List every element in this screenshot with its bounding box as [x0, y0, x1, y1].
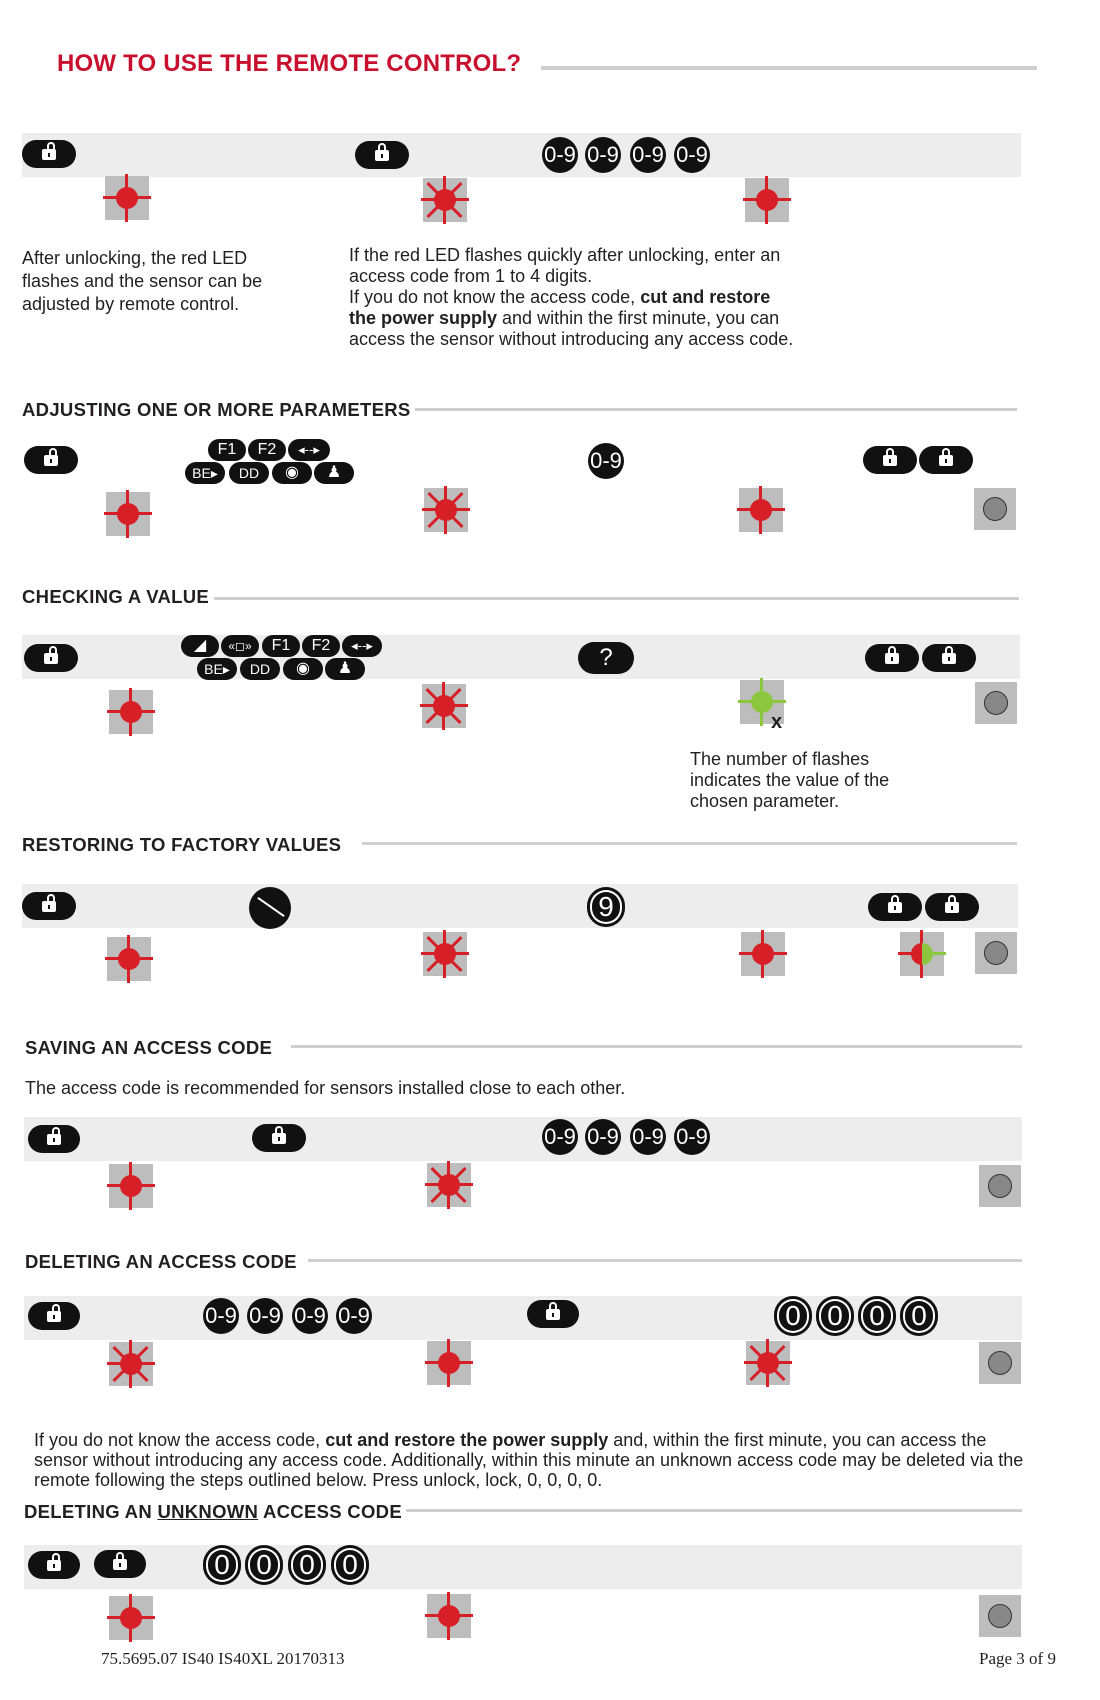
red-led-on-icon [109, 1164, 153, 1208]
f2-key-icon: F2 [248, 439, 286, 461]
f1-key-icon: F1 [208, 439, 246, 461]
lock-button-icon [922, 644, 976, 672]
red-led-flash-icon [423, 932, 467, 976]
page-title: HOW TO USE THE REMOTE CONTROL? [57, 50, 522, 77]
digit-key-icon: 0-9 [542, 1119, 578, 1155]
red-led-flash-icon [109, 1342, 153, 1386]
digit-key-icon: 0-9 [203, 1298, 239, 1334]
section-rule [308, 1259, 1022, 1262]
lock-button-icon [919, 446, 973, 474]
zero-key-icon: 0 [203, 1545, 241, 1585]
be-key-icon: BE▸ [185, 462, 225, 484]
red-led-on-icon [105, 176, 149, 220]
digit-key-icon: 0-9 [292, 1298, 328, 1334]
zero-key-icon: 0 [331, 1545, 369, 1585]
digit-key-icon: 0-9 [674, 1119, 710, 1155]
unlock-button-icon [22, 892, 76, 920]
lock-button-icon [94, 1550, 146, 1578]
unlock-button-icon [22, 140, 76, 168]
camera-key-icon: ◉ [283, 658, 323, 680]
intro-band [22, 133, 1021, 177]
red-led-on-icon [109, 1596, 153, 1640]
led-off-icon [974, 488, 1016, 530]
check-note: The number of flashes indicates the value of the chosen parameter. [690, 749, 890, 811]
section-heading-adjust: ADJUSTING ONE OR MORE PARAMETERS [22, 399, 411, 420]
arrows-key-icon: ◂‑‑▸ [288, 439, 330, 461]
lock-button-icon [252, 1124, 306, 1152]
be-key-icon: BE▸ [197, 658, 237, 680]
intro-right-text [349, 245, 799, 350]
f1-key-icon: F1 [262, 635, 300, 657]
digit-key-icon: 0-9 [630, 1119, 666, 1155]
save-band [24, 1117, 1022, 1161]
red-led-on-icon [107, 937, 151, 981]
footer-doc-ref: 75.5695.07 IS40 IS40XL 20170313 [101, 1649, 345, 1668]
red-led-flash-icon [746, 1341, 790, 1385]
section-rule [291, 1045, 1022, 1048]
digit-key-icon: 0-9 [585, 1119, 621, 1155]
unlock-button-icon [28, 1125, 80, 1153]
digit-key-icon: 0-9 [336, 1298, 372, 1334]
intro-right-line1: If the red LED flashes quickly after unlocking, enter an access code from 1 to 4 digits. [349, 245, 781, 286]
lock-button-icon [527, 1300, 579, 1328]
dd-key-icon: DD [240, 658, 280, 680]
digit-key-icon: 0-9 [674, 137, 710, 173]
section-heading-unknown [24, 1501, 402, 1523]
intro-right-line2-post: and within the first minute, you can access the sensor without introducing any access code. [349, 308, 794, 349]
red-led-on-icon [739, 488, 783, 532]
unknown-band [24, 1545, 1022, 1589]
red-led-on-icon [106, 492, 150, 536]
unlock-button-icon [28, 1302, 80, 1330]
zero-key-icon: 0 [774, 1296, 812, 1336]
camera-key-icon: ◉ [272, 462, 312, 484]
red-led-on-icon [741, 932, 785, 976]
person-key-icon: ♟ [325, 658, 365, 680]
zero-key-icon: 0 [245, 1545, 283, 1585]
digit-key-icon: 0-9 [247, 1298, 283, 1334]
section-rule [214, 597, 1019, 600]
unlock-button-icon [24, 446, 78, 474]
footer-page-number: Page 3 of 9 [979, 1649, 1056, 1668]
lock-button-icon [925, 893, 979, 921]
section-rule [362, 842, 1017, 845]
red-led-on-icon [745, 178, 789, 222]
ramp-key-icon: ◢ [181, 635, 219, 657]
section-heading-delete: DELETING AN ACCESS CODE [25, 1251, 297, 1272]
lock-button-icon [355, 141, 409, 169]
led-off-icon [975, 932, 1017, 974]
red-led-flash-icon [422, 684, 466, 728]
section-heading-restore: RESTORING TO FACTORY VALUES [22, 834, 342, 855]
zero-key-icon: 0 [288, 1545, 326, 1585]
lock-button-icon [863, 446, 917, 474]
led-off-icon [979, 1595, 1021, 1637]
red-led-on-icon [109, 690, 153, 734]
f2-key-icon: F2 [302, 635, 340, 657]
lock-button-icon [868, 893, 922, 921]
red-led-on-icon [427, 1341, 471, 1385]
lock-button-icon [865, 644, 919, 672]
unlock-button-icon [28, 1551, 80, 1579]
unlock-button-icon [24, 644, 78, 672]
red-led-flash-icon [423, 178, 467, 222]
digit-key-icon: 0-9 [588, 443, 624, 479]
unknown-heading-pre: DELETING AN [24, 1501, 158, 1522]
intro-left-text: After unlocking, the red LED flashes and the sensor can be adjusted by remote control. [22, 248, 263, 314]
person-key-icon: ♟ [314, 462, 354, 484]
section-heading-check: CHECKING A VALUE [22, 586, 210, 607]
flash-count-x: x [771, 711, 783, 733]
unknown-heading-underlined: UNKNOWN [157, 1501, 259, 1522]
digit-key-icon: 0-9 [630, 137, 666, 173]
red-led-on-icon [427, 1594, 471, 1638]
section-heading-save: SAVING AN ACCESS CODE [25, 1037, 273, 1058]
save-note: The access code is recommended for sensors installed close to each other. [25, 1078, 626, 1098]
zero-key-icon: 0 [858, 1296, 896, 1336]
unknown-heading-post: ACCESS CODE [258, 1501, 402, 1522]
digit-key-icon: 0-9 [542, 137, 578, 173]
intro-right-line2-pre: If you do not know the access code, [349, 287, 641, 307]
arrows-key-icon: ◂‑‑▸ [342, 635, 382, 657]
red-green-led-icon [900, 932, 944, 976]
delete-note-pre: If you do not know the access code, [34, 1430, 326, 1450]
delete-note [34, 1430, 1024, 1490]
section-rule [406, 1509, 1022, 1512]
zero-key-icon: 0 [816, 1296, 854, 1336]
delete-note-post: and, within the first minute, you can access the sensor without introducing any access code. Additionally, within this minute an unknown access code may be deleted via the remote following the steps outlined below. Press unlock, lock, 0, 0, 0, 0. [34, 1430, 1024, 1490]
red-led-flash-icon [424, 488, 468, 532]
red-led-flash-icon [427, 1163, 471, 1207]
led-off-icon [979, 1165, 1021, 1207]
bracket-key-icon: «◻» [221, 635, 259, 657]
nine-key-icon: 9 [587, 887, 625, 927]
zero-key-icon: 0 [900, 1296, 938, 1336]
question-key-icon: ? [578, 642, 634, 674]
dd-key-icon: DD [229, 462, 269, 484]
clear-key-icon [249, 887, 291, 929]
section-rule [415, 408, 1017, 411]
led-off-icon [979, 1342, 1021, 1384]
led-off-icon [975, 682, 1017, 724]
title-rule [541, 66, 1037, 70]
digit-key-icon: 0-9 [585, 137, 621, 173]
intro-right-line2-bold: cut and restore the power supply [349, 287, 771, 328]
delete-note-bold: cut and restore the power supply [325, 1430, 609, 1450]
